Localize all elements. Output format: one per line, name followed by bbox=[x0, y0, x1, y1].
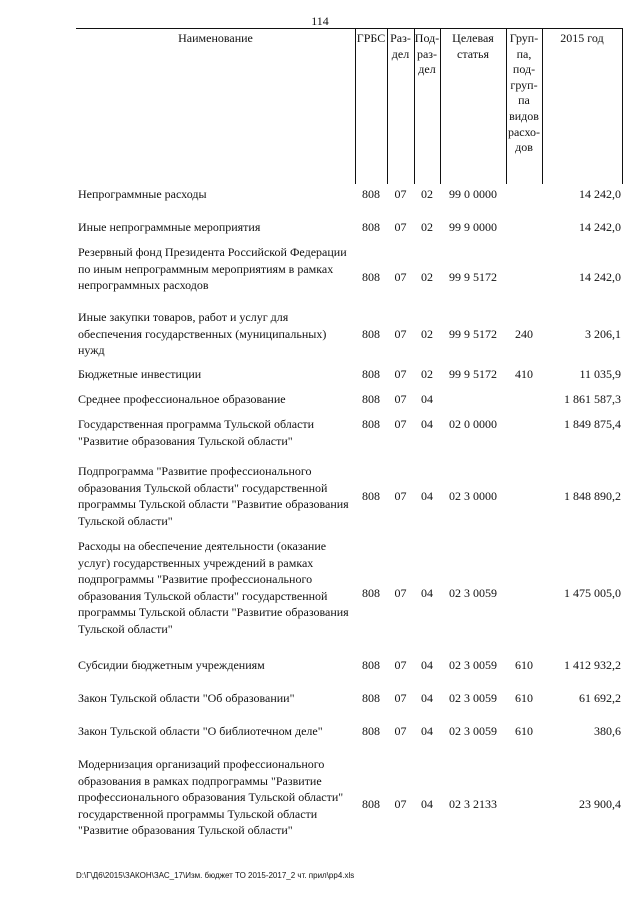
row-sum: 14 242,0 bbox=[579, 187, 621, 201]
header-grbs: ГРБС bbox=[356, 31, 386, 45]
row-name: Иные закупки товаров, работ и услуг для обеспечения государственных (муниципальных) нужд bbox=[78, 310, 327, 357]
row-razdel: 07 bbox=[394, 658, 407, 672]
row-grbs: 808 bbox=[362, 691, 380, 705]
row-target: 99 0 0000 bbox=[449, 187, 497, 201]
header-year: 2015 год bbox=[560, 31, 604, 45]
row-name: Непрограммные расходы bbox=[78, 187, 207, 201]
row-sum: 14 242,0 bbox=[579, 270, 621, 284]
row-podrazdel: 02 bbox=[421, 270, 433, 284]
row-razdel: 07 bbox=[394, 691, 407, 705]
row-name: Иные непрограммные мероприятия bbox=[78, 220, 261, 234]
row-razdel: 07 bbox=[394, 187, 407, 201]
row-razdel: 07 bbox=[394, 724, 407, 738]
header-name: Наименование bbox=[178, 31, 253, 45]
row-target: 02 3 0059 bbox=[449, 586, 497, 600]
row-razdel: 07 bbox=[394, 586, 407, 600]
row-razdel: 07 bbox=[394, 327, 407, 341]
row-podrazdel: 04 bbox=[421, 489, 433, 503]
row-razdel: 07 bbox=[394, 392, 407, 406]
row-podrazdel: 02 bbox=[421, 327, 433, 341]
row-target: 99 9 5172 bbox=[449, 327, 497, 341]
row-name: Среднее профессиональное образование bbox=[78, 392, 286, 406]
row-target: 02 3 0059 bbox=[449, 658, 497, 672]
row-grbs: 808 bbox=[362, 187, 380, 201]
row-podrazdel: 04 bbox=[421, 797, 433, 811]
row-name: Бюджетные инвестиции bbox=[78, 367, 202, 381]
row-sum: 1 475 005,0 bbox=[564, 586, 621, 600]
row-razdel: 07 bbox=[394, 797, 407, 811]
header-podrazdel: Под- раз- дел bbox=[414, 31, 440, 77]
row-grbs: 808 bbox=[362, 327, 380, 341]
row-name: Расходы на обеспечение деятельности (оказание услуг) государственных учреждений в рамках подпрограммы "Развитие профессионального образования Тульской области" государственной программы Тульской области "Развитие образования Тульской области" bbox=[78, 539, 349, 636]
row-sum: 1 412 932,2 bbox=[564, 658, 621, 672]
header-target: Целевая статья bbox=[452, 31, 494, 61]
row-podrazdel: 04 bbox=[421, 658, 433, 672]
row-group: 240 bbox=[515, 327, 533, 341]
row-group: 610 bbox=[515, 724, 533, 738]
row-grbs: 808 bbox=[362, 658, 380, 672]
row-sum: 3 206,1 bbox=[585, 327, 621, 341]
row-sum: 1 849 875,4 bbox=[564, 417, 621, 431]
page-number: 114 bbox=[311, 14, 329, 28]
row-razdel: 07 bbox=[394, 489, 407, 503]
file-path-footer: D:\Г\Д6\2015\ЗАКОН\ЗАС_17\Изм. бюджет ТО 2015-2017_2 чт. прил\рр4.xls bbox=[76, 871, 355, 880]
row-grbs: 808 bbox=[362, 489, 380, 503]
col-divider bbox=[542, 28, 543, 184]
row-grbs: 808 bbox=[362, 797, 380, 811]
row-podrazdel: 04 bbox=[421, 724, 433, 738]
row-target: 02 3 0000 bbox=[449, 489, 497, 503]
row-name: Закон Тульской области "О библиотечном деле" bbox=[78, 724, 323, 738]
col-divider bbox=[355, 28, 356, 184]
row-sum: 11 035,9 bbox=[579, 367, 621, 381]
row-name: Модернизация организаций профессионального образования в рамках подпрограммы "Развитие профессионального образования Тульской области" государственной программы Тульской области "Развитие образования Тульской области" bbox=[78, 757, 344, 837]
row-grbs: 808 bbox=[362, 220, 380, 234]
row-name: Резервный фонд Президента Российской Федерации по иным непрограммным мероприятиям в рамках непрограммных расходов bbox=[78, 245, 347, 292]
row-razdel: 07 bbox=[394, 417, 407, 431]
row-razdel: 07 bbox=[394, 270, 407, 284]
row-sum: 14 242,0 bbox=[579, 220, 621, 234]
row-razdel: 07 bbox=[394, 367, 407, 381]
row-target: 02 3 0059 bbox=[449, 724, 497, 738]
row-target: 99 9 5172 bbox=[449, 367, 497, 381]
row-target: 99 9 5172 bbox=[449, 270, 497, 284]
row-target: 02 0 0000 bbox=[449, 417, 497, 431]
row-target: 02 3 0059 bbox=[449, 691, 497, 705]
row-sum: 61 692,2 bbox=[579, 691, 621, 705]
row-group: 610 bbox=[515, 691, 533, 705]
row-podrazdel: 04 bbox=[421, 417, 433, 431]
row-grbs: 808 bbox=[362, 392, 380, 406]
row-grbs: 808 bbox=[362, 586, 380, 600]
row-group: 610 bbox=[515, 658, 533, 672]
row-grbs: 808 bbox=[362, 724, 380, 738]
row-sum: 380,6 bbox=[594, 724, 621, 738]
row-target: 02 3 2133 bbox=[449, 797, 497, 811]
col-divider bbox=[622, 28, 623, 184]
row-podrazdel: 02 bbox=[421, 220, 433, 234]
row-name: Подпрограмма "Развитие профессионального образования Тульской области" государственной программы Тульской области "Развитие образования Тульской области" bbox=[78, 464, 349, 528]
row-podrazdel: 04 bbox=[421, 392, 433, 406]
row-sum: 1 848 890,2 bbox=[564, 489, 621, 503]
row-target: 99 9 0000 bbox=[449, 220, 497, 234]
row-group: 410 bbox=[515, 367, 533, 381]
row-sum: 1 861 587,3 bbox=[564, 392, 621, 406]
row-podrazdel: 04 bbox=[421, 586, 433, 600]
row-podrazdel: 02 bbox=[421, 187, 433, 201]
row-grbs: 808 bbox=[362, 270, 380, 284]
header-group: Груп- па, под- груп- па видов расхо- дов bbox=[507, 31, 541, 155]
row-name: Государственная программа Тульской области "Развитие образования Тульской области" bbox=[78, 417, 315, 448]
row-podrazdel: 04 bbox=[421, 691, 433, 705]
row-razdel: 07 bbox=[394, 220, 407, 234]
row-grbs: 808 bbox=[362, 367, 380, 381]
row-sum: 23 900,4 bbox=[579, 797, 621, 811]
header-razdel: Раз- дел bbox=[390, 31, 411, 61]
row-name: Субсидии бюджетным учреждениям bbox=[78, 658, 265, 672]
row-grbs: 808 bbox=[362, 417, 380, 431]
row-podrazdel: 02 bbox=[421, 367, 433, 381]
row-name: Закон Тульской области "Об образовании" bbox=[78, 691, 295, 705]
